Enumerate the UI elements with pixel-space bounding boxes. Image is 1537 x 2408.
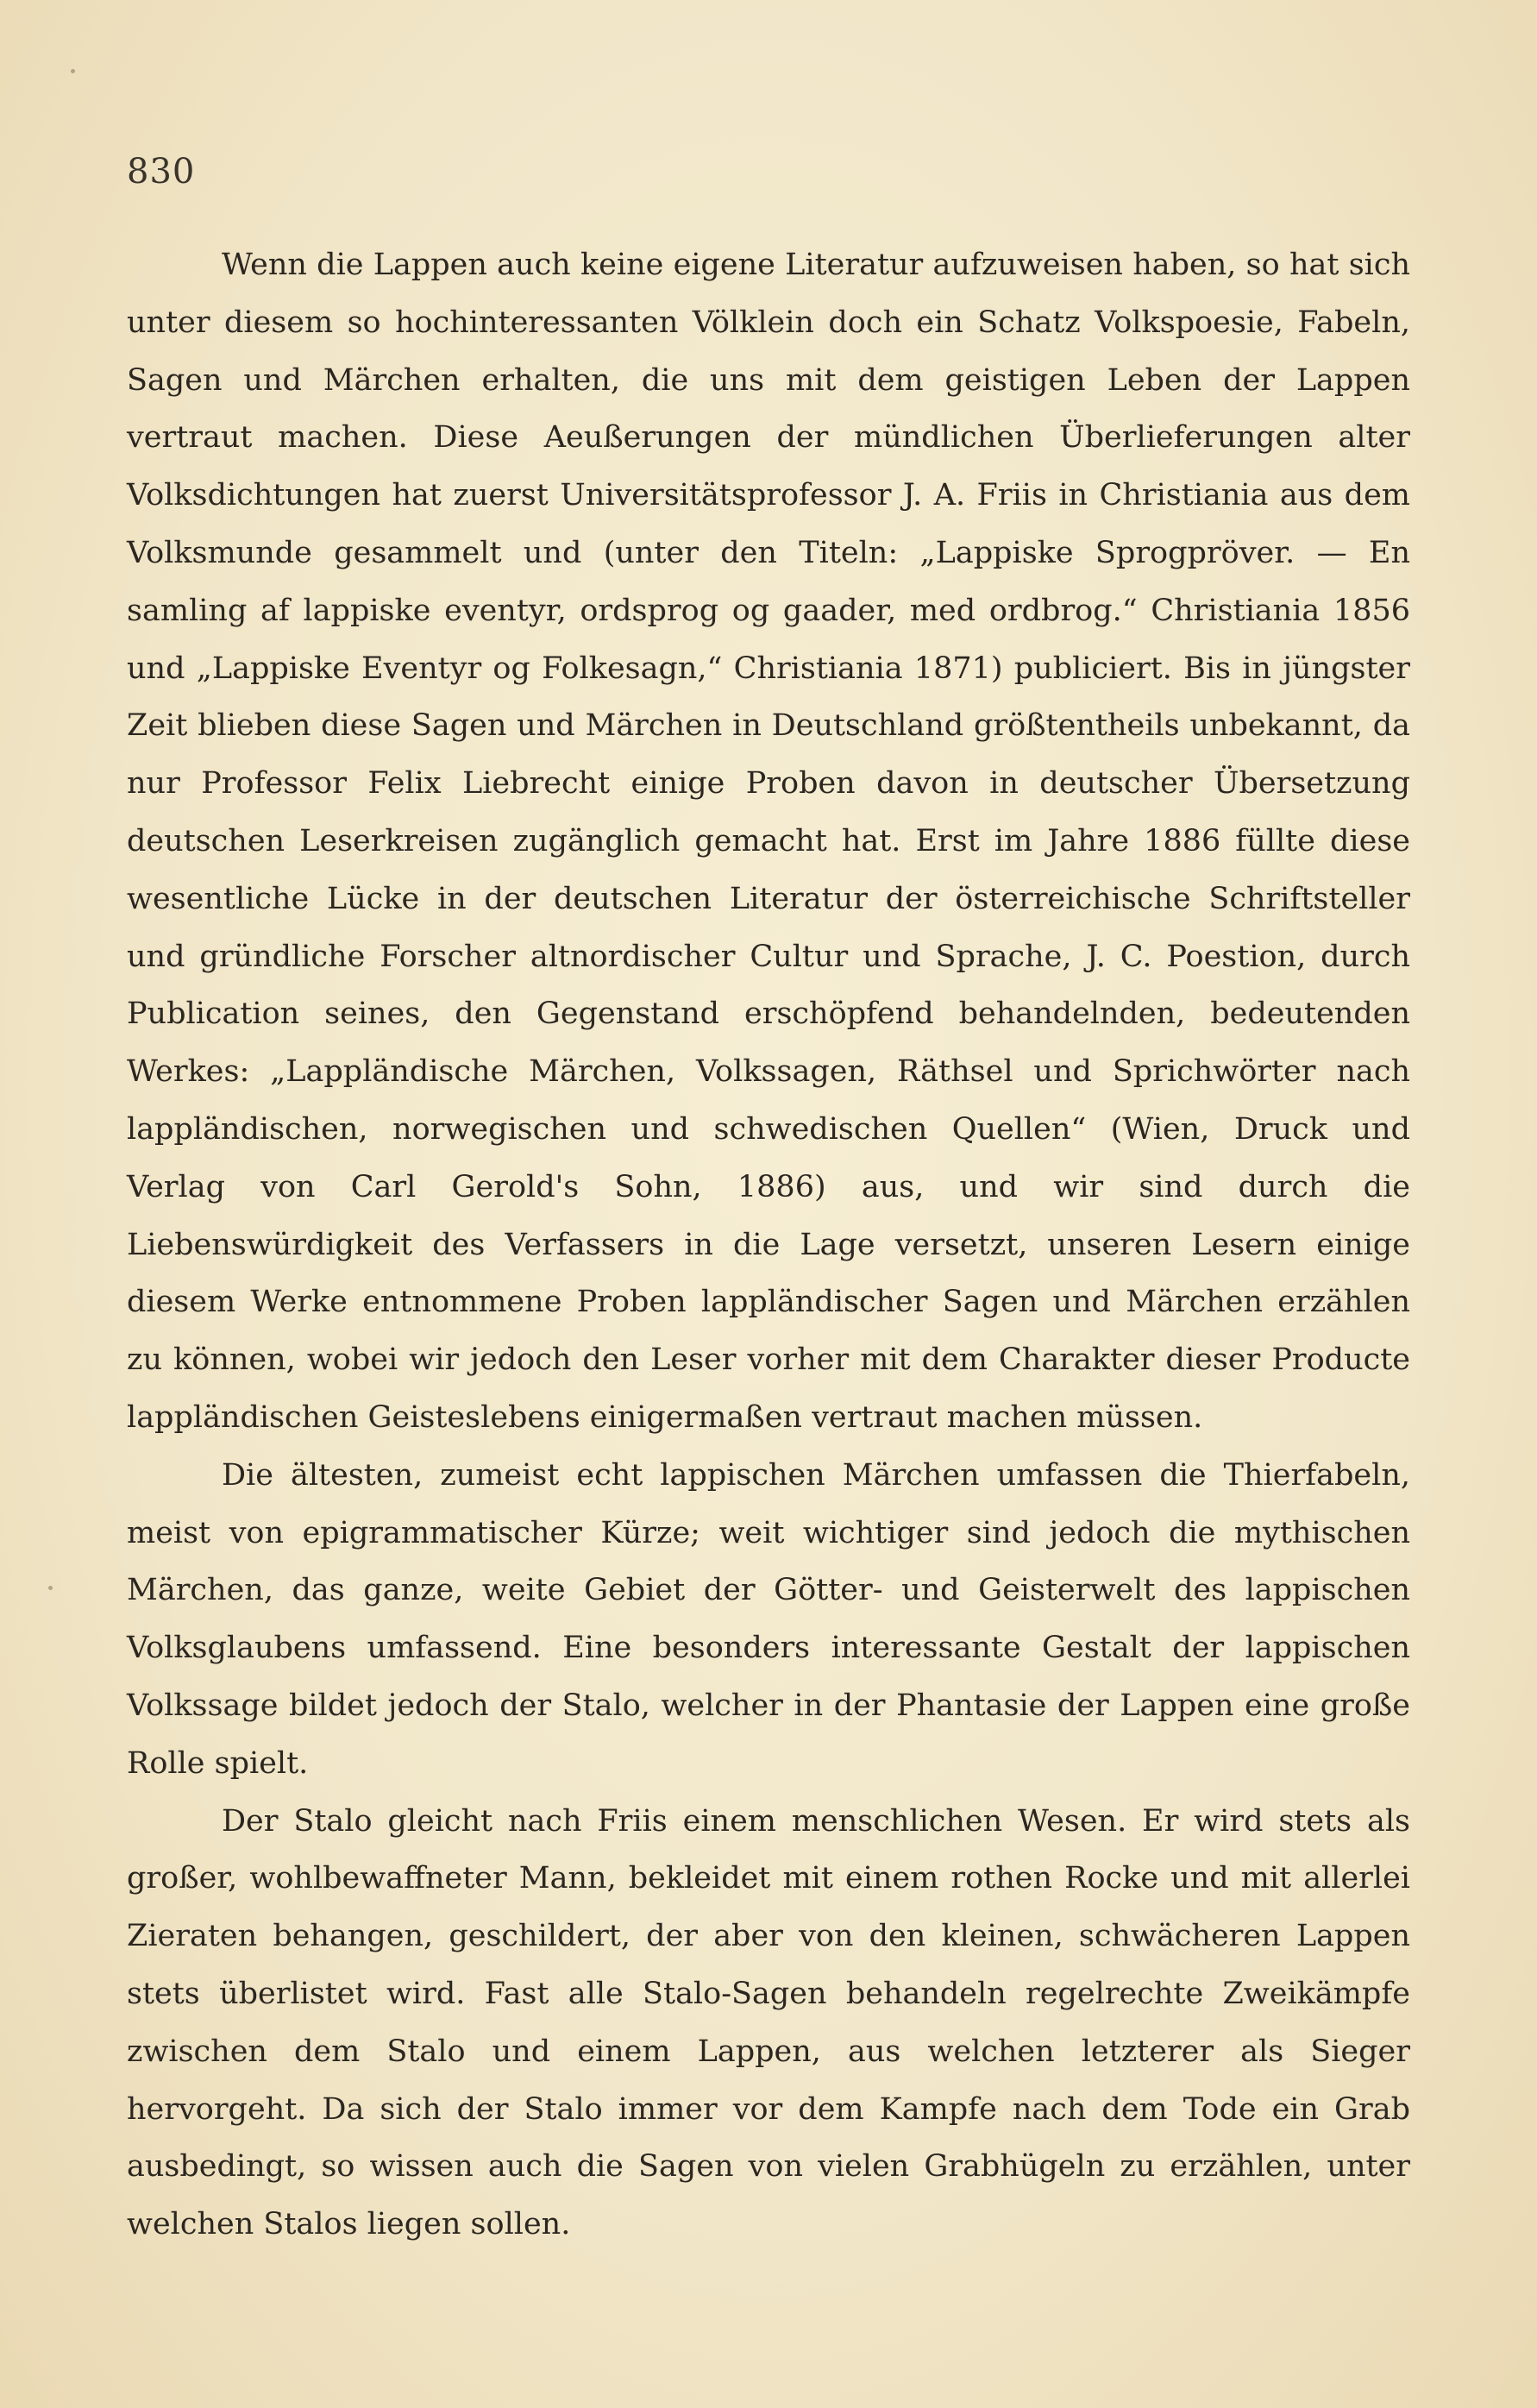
body-text bbox=[127, 236, 1410, 2254]
paragraph-1: Wenn die Lappen auch keine eigene Literatur aufzuweisen haben, so hat sich unter diesem so hochinteressanten Völklein doch ein Schatz Volkspoesie, Fabeln, Sagen und Märchen erhalten, die uns mit dem geistigen Leben der Lappen vertraut machen. Diese Aeußerungen der mündlichen Überlieferungen alter Volksdichtungen hat zuerst Universitätsprofessor J. A. Friis in Christiania aus dem Volksmunde gesammelt und (unter den Titeln: „Lappiske Sprogpröver. — En samling af lappiske eventyr, ordsprog og gaader, med ordbrog.“ Christiania 1856 und „Lappiske Eventyr og Folkesagn,“ Christiania 1871) publiciert. Bis in jüngster Zeit blieben diese Sagen und Märchen in Deutschland größtentheils unbekannt, da nur Professor Felix Liebrecht einige Proben davon in deutscher Übersetzung deutschen Leserkreisen zugänglich gemacht hat. Erst im Jahre 1886 füllte diese wesentliche Lücke in der deutschen Literatur der österreichische Schriftsteller und gründliche Forscher altnordischer Cultur und Sprache, J. C. Poestion, durch Publication seines, den Gegenstand erschöpfend behandelnden, bedeutenden Werkes: „Lappländische Märchen, Volkssagen, Räthsel und Sprichwörter nach lappländischen, norwegischen und schwedischen Quellen“ (Wien, Druck und Verlag von Carl Gerold's Sohn, 1886) aus, und wir sind durch die Liebenswürdigkeit des Verfassers in die Lage versetzt, unseren Lesern einige diesem Werke entnommene Proben lappländischer Sagen und Märchen erzählen zu können, wobei wir jedoch den Leser vorher mit dem Charakter dieser Producte lappländischen Geisteslebens einigermaßen vertraut machen müssen. bbox=[127, 248, 1410, 1435]
paper-speck bbox=[48, 1586, 53, 1590]
page-number: 830 bbox=[127, 152, 196, 192]
paragraph-3: Der Stalo gleicht nach Friis einem menschlichen Wesen. Er wird stets als großer, wohlbewaffneter Mann, bekleidet mit einem rothen Rocke und mit allerlei Zieraten behangen, geschildert, der aber von den kleinen, schwächeren Lappen stets überlistet wird. Fast alle Stalo-Sagen behandeln regelrechte Zweikämpfe zwischen dem Stalo und einem Lappen, aus welchen letzterer als Sieger hervorgeht. Da sich der Stalo immer vor dem Kampfe nach dem Tode ein Grab ausbedingt, so wissen auch die Sagen von vielen Grabhügeln zu erzählen, unter welchen Stalos liegen sollen. bbox=[127, 1803, 1410, 2242]
paper-speck bbox=[71, 69, 75, 73]
paragraph-2: Die ältesten, zumeist echt lappischen Märchen umfassen die Thierfabeln, meist von epigrammatischer Kürze; weit wichtiger sind jedoch die mythischen Märchen, das ganze, weite Gebiet der Götter- und Geisterwelt des lappischen Volksglaubens umfassend. Eine besonders interessante Gestalt der lappischen Volkssage bildet jedoch der Stalo, welcher in der Phantasie der Lappen eine große Rolle spielt. bbox=[127, 1457, 1410, 1781]
